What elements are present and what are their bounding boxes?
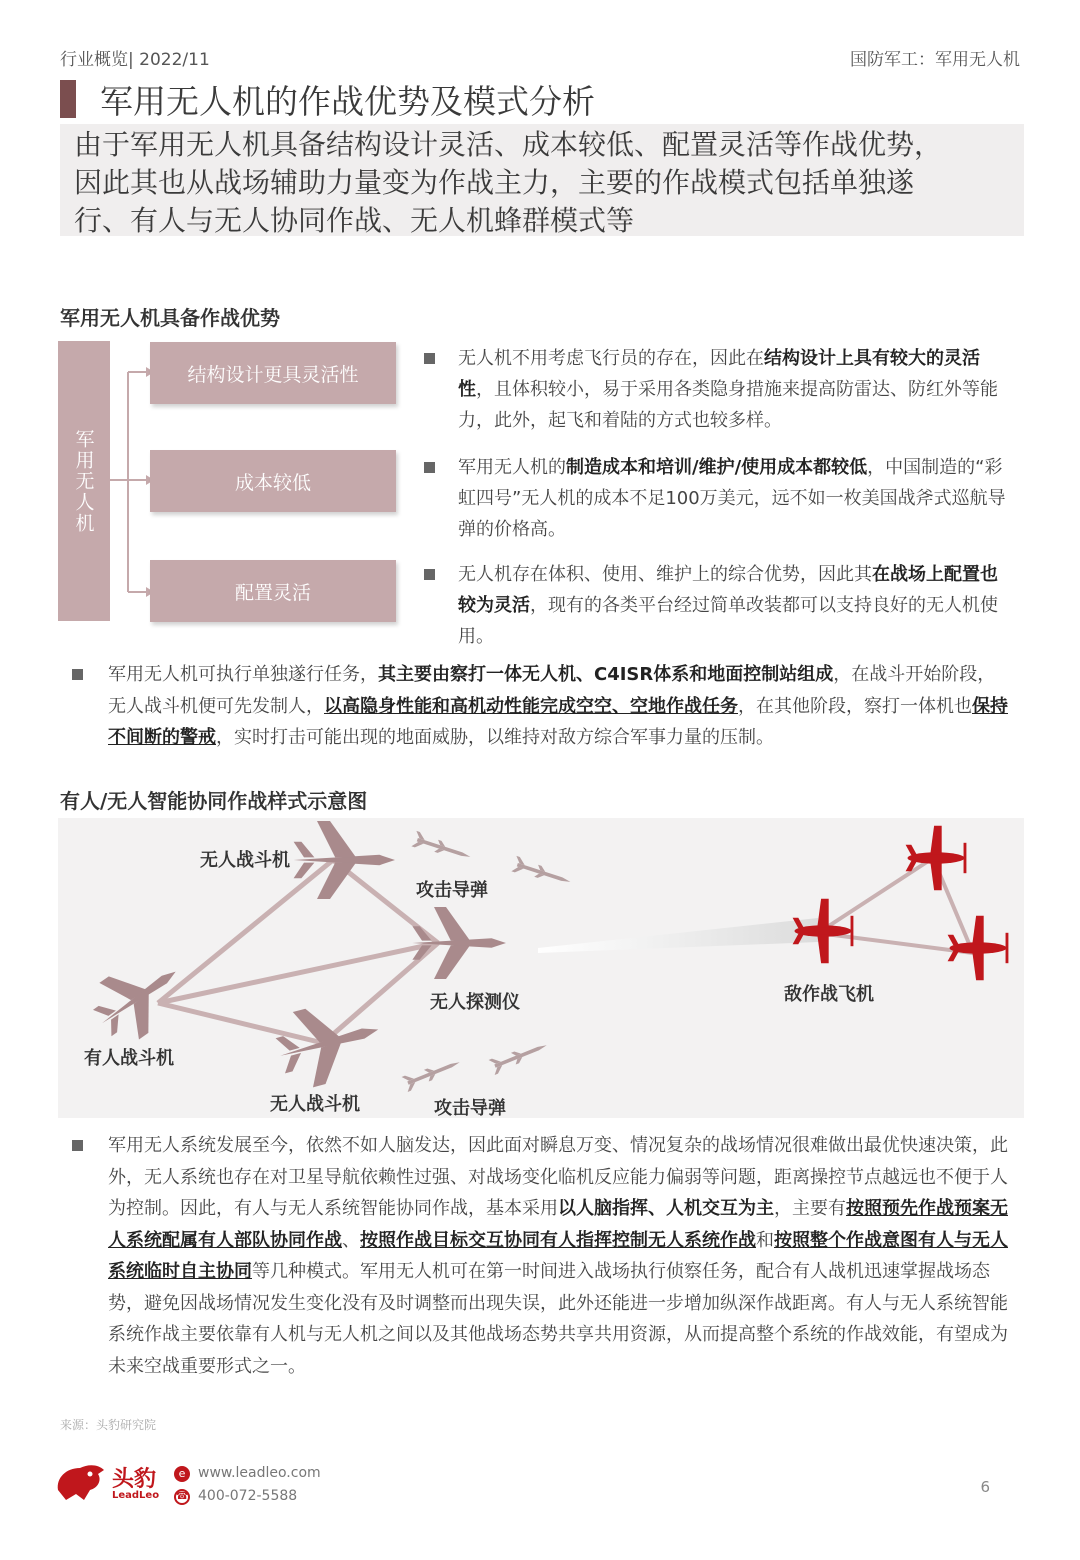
advantage-bullet-3: [424, 559, 1014, 652]
footer-phone: 400-072-5588: [198, 1488, 298, 1504]
header-left: 行业概览| 2022/11: [60, 50, 210, 70]
bullet-text: 无人机不用考虑飞行员的存在，因此在: [458, 348, 764, 369]
para-text: ，在战斗开始阶段，无人战斗机便可先发制人，: [108, 664, 996, 717]
para-text: ，在其他阶段，察打一体机也: [738, 695, 972, 717]
phone-icon: ☎: [174, 1489, 190, 1505]
enemy-plane-icon: [948, 916, 1009, 981]
uav-bottom-icon: [270, 992, 388, 1094]
footer-website[interactable]: www.leadleo.com: [198, 1465, 321, 1481]
cooperation-diagram: [58, 818, 1024, 1118]
bullet-square: [424, 462, 435, 473]
advantage-box-config: 配置灵活: [150, 560, 396, 622]
para-bold: 以人脑指挥、人机交互为主: [558, 1198, 774, 1219]
bullet-text: ，现有的各类平台经过简单改装都可以支持良好的无人机使用。: [458, 595, 998, 647]
para-text: 军用无人系统发展至今，依然不如人脑发达，因此面对瞬息万变、情况复杂的战场情况很难做出最优快速决策，此外，无人系统也存在对卫星导航依赖性过强、对战场变化临机反应能力偏弱等问题，距离操控节点越远也不便于人为控制。因此，有人与无人系统智能协同作战，基本采用: [108, 1135, 1008, 1219]
missile-icon: [402, 1055, 463, 1092]
para-bold: 其主要由察打一体无人机、C4ISR体系和地面控制站组成: [378, 664, 834, 685]
summary-text: 由于军用无人机具备结构设计灵活、成本较低、配置灵活等作战优势，因此其也从战场辅助力量变为作战主力，主要的作战模式包括单独遂行、有人与无人协同作战、无人机蜂群模式等: [74, 128, 943, 237]
label-probe: 无人探测仪: [430, 992, 520, 1013]
advantages-heading: 军用无人机具备作战优势: [60, 306, 280, 330]
page-title: 军用无人机的作战优势及模式分析: [100, 82, 595, 121]
para-bold-underline: 按照作战目标交互协同有人指挥控制无人系统作战: [360, 1229, 756, 1251]
enemy-plane-icon: [793, 899, 854, 964]
missile-icon: [489, 1038, 550, 1075]
para-text: 和: [756, 1229, 774, 1251]
cooperation-paragraph: [72, 1130, 1012, 1382]
title-accent-bar: [60, 80, 76, 118]
bullet-square: [424, 353, 435, 364]
para-bold-underline: 保持不间断的警戒: [108, 695, 1008, 748]
missiles: [402, 831, 573, 1092]
advantage-box-structure: 结构设计更具灵活性: [150, 342, 396, 404]
brand-en: LeadLeo: [112, 1490, 160, 1501]
source-note: 来源：头豹研究院: [60, 1418, 157, 1432]
label-manned: 有人战斗机: [84, 1048, 174, 1069]
para-bold-underline: 按照预先作战预案无人系统配属有人部队协同作战: [108, 1198, 1008, 1251]
label-missile-bottom: 攻击导弹: [434, 1098, 506, 1119]
solo-mission-paragraph: [72, 659, 1012, 754]
label-missile-top: 攻击导弹: [416, 880, 488, 901]
uav-top-icon: [294, 821, 395, 899]
bullet-bold: 结构设计上具有较大的灵活性: [458, 348, 980, 400]
bullet-square: [424, 569, 435, 580]
enemy-aircraft: [793, 826, 1009, 981]
label-uav-top: 无人战斗机: [200, 850, 290, 871]
enemy-plane-icon: [906, 826, 967, 891]
advantage-bullet-1: [424, 343, 1014, 436]
bullet-bold: 在战场上配置也较为灵活: [458, 564, 998, 616]
para-bold-underline: 按照整个作战意图有人与无人系统临时自主协同: [108, 1229, 1008, 1282]
probe-icon: [412, 907, 506, 979]
bullet-text: ，且体积较小，易于采用各类隐身措施来提高防雷达、防红外等能力，此外，起飞和着陆的方式也较多样。: [458, 379, 998, 431]
bullet-text: 军用无人机的: [458, 457, 566, 478]
advantages-root-box: 军用无人机: [58, 341, 110, 621]
header-right: 国防军工：军用无人机: [850, 50, 1020, 70]
para-text: 等几种模式。军用无人机可在第一时间进入战场执行侦察任务，配合有人战机迅速掌握战场态势，避免因战场情况发生变化没有及时调整而出现失误，此外还能进一步增加纵深作战距离。有人与无人系统智能系统作战主要依靠有人机与无人机之间以及其他战场态势共享共用资源，从而提高整个系统的作战效能，有望成为未来空战重要形式之一。: [108, 1261, 1008, 1377]
para-text: ，主要有: [774, 1198, 846, 1219]
label-uav-bottom: 无人战斗机: [270, 1094, 360, 1115]
missile-icon: [411, 831, 472, 865]
bullet-text: ，中国制造的“彩虹四号”无人机的成本不足100万美元，远不如一枚美国战斧式巡航导弹的价格高。: [458, 457, 1006, 540]
advantage-bullet-2: [424, 452, 1014, 545]
para-text: 、: [342, 1229, 360, 1251]
web-icon: e: [174, 1466, 190, 1482]
bullet-square: [72, 669, 83, 680]
bullet-square: [72, 1140, 83, 1151]
missile-icon: [511, 856, 572, 890]
para-bold-underline: 以高隐身性能和高机动性能完成空空、空地作战任务: [324, 695, 738, 717]
label-enemy: 敌作战飞机: [784, 984, 874, 1005]
brand-cn: 头豹: [112, 1467, 157, 1492]
sensor-beam: [538, 918, 818, 953]
advantage-box-cost: 成本较低: [150, 450, 396, 512]
bullet-bold: 制造成本和培训/维护/使用成本都较低: [566, 457, 868, 478]
page-number: 6: [980, 1478, 990, 1496]
para-text: ，实时打击可能出现的地面威胁，以维持对敌方综合军事力量的压制。: [216, 727, 774, 748]
leadleo-logo-icon: [54, 1460, 106, 1504]
enemy-links: [818, 858, 973, 953]
diagram-heading: 有人/无人智能协同作战样式示意图: [60, 789, 368, 813]
bullet-text: 无人机存在体积、使用、维护上的综合优势，因此其: [458, 564, 872, 585]
para-text: 军用无人机可执行单独遂行任务，: [108, 664, 378, 685]
summary-box: [60, 124, 1024, 236]
